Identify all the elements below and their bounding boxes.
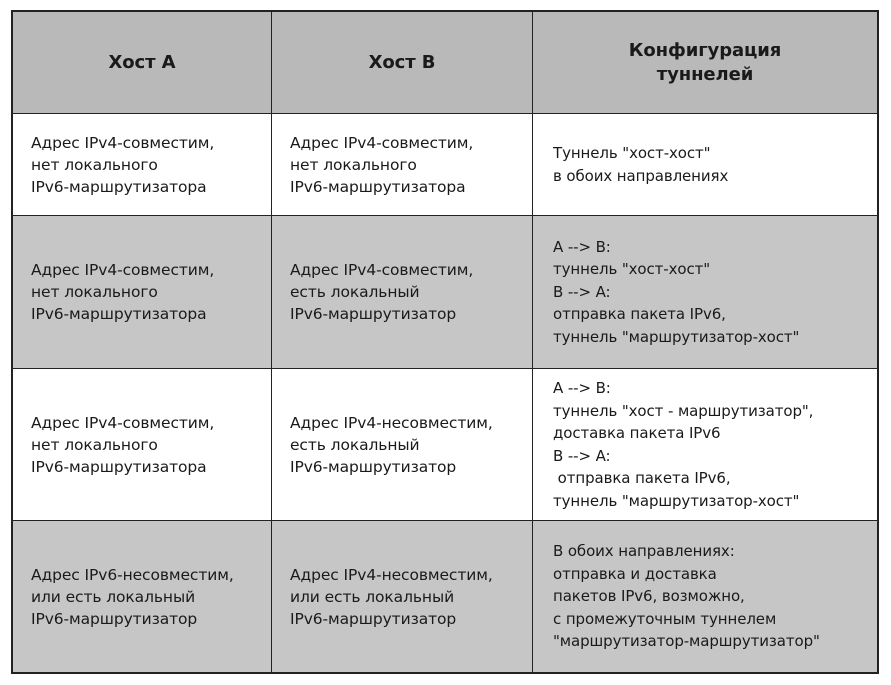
cell-line: B --> A: [553,282,611,301]
cell-line: Адрес IPv4-совместим, [31,261,215,279]
row-3-host-a [13,369,272,521]
cell-line: IPv6-маршрутизатор [290,305,457,323]
row-2-host-a [13,216,272,369]
cell-line: туннель "хост - маршрутизатор", [553,401,814,420]
row-4-config [533,521,877,672]
tunnel-config-table [11,10,879,674]
cell-line: доставка пакета IPv6 [553,424,721,442]
cell-line: A --> B: [553,237,611,256]
cell-line: IPv6-маршрутизатор [290,609,457,628]
cell-line: Туннель "хост-хост" [553,144,711,162]
row-2-config [533,216,877,369]
cell-line: нет локального [31,283,158,301]
cell-line: туннель "хост-хост" [553,260,711,279]
header-host-b-text: Хост В [368,51,436,73]
row-2-host-b [272,216,533,369]
cell-line: есть локальный [290,435,420,454]
header-tunnel-config-line-2: туннелей [656,63,754,85]
cell-line: В обоих направлениях: [553,542,735,561]
row-1-host-a [13,114,272,216]
cell-line: нет локального [31,155,158,174]
cell-line: в обоих направлениях [553,166,729,185]
cell-line: отправка и доставка [553,564,717,583]
row-4-host-a [13,521,272,672]
cell-line: отправка пакета IPv6, [553,469,731,487]
cell-line: IPv6-маршрутизатора [31,305,207,323]
cell-line: с промежуточным туннелем [553,609,777,628]
cell-line: или есть локальный [290,587,455,606]
cell-line: Адрес IPv4-совместим, [31,133,215,152]
cell-line: IPv6-маршрутизатора [31,177,207,196]
row-3-host-b [272,369,533,521]
cell-line: туннель "маршрутизатор-хост" [553,327,800,346]
cell-line: нет локального [290,155,417,174]
row-1-host-b [272,114,533,216]
cell-line: пакетов IPv6, возможно, [553,587,745,606]
row-3-config [533,369,877,521]
header-host-b [272,12,533,114]
cell-line: B --> A: [553,446,611,465]
cell-line: или есть локальный [31,587,196,606]
header-tunnel-config-line-1: Конфигурация [628,39,782,61]
cell-line: Адрес IPv4-несовместим, [290,413,493,432]
cell-line: A --> B: [553,379,611,397]
cell-line: есть локальный [290,283,420,301]
cell-line: Адрес IPv4-совместим, [31,413,215,432]
cell-line: IPv6-маршрутизатора [31,457,207,476]
header-tunnel-config [533,12,877,114]
row-4-host-b [272,521,533,672]
cell-line: туннель "маршрутизатор-хост" [553,491,800,510]
header-host-a [13,12,272,114]
cell-line: отправка пакета IPv6, [553,305,726,324]
cell-line: Адрес IPv4-совместим, [290,261,474,279]
cell-line: IPv6-маршрутизатор [290,457,457,476]
cell-line: IPv6-маршрутизатор [31,609,198,628]
cell-line: Адрес IPv6-несовместим, [31,565,234,584]
cell-line: "маршрутизатор-маршрутизатор" [553,632,820,651]
cell-line: Адрес IPv4-несовместим, [290,565,493,584]
header-host-a-text: Хост А [108,51,176,73]
cell-line: IPv6-маршрутизатора [290,177,466,196]
row-1-config [533,114,877,216]
cell-line: нет локального [31,435,158,454]
cell-line: Адрес IPv4-совместим, [290,133,474,152]
